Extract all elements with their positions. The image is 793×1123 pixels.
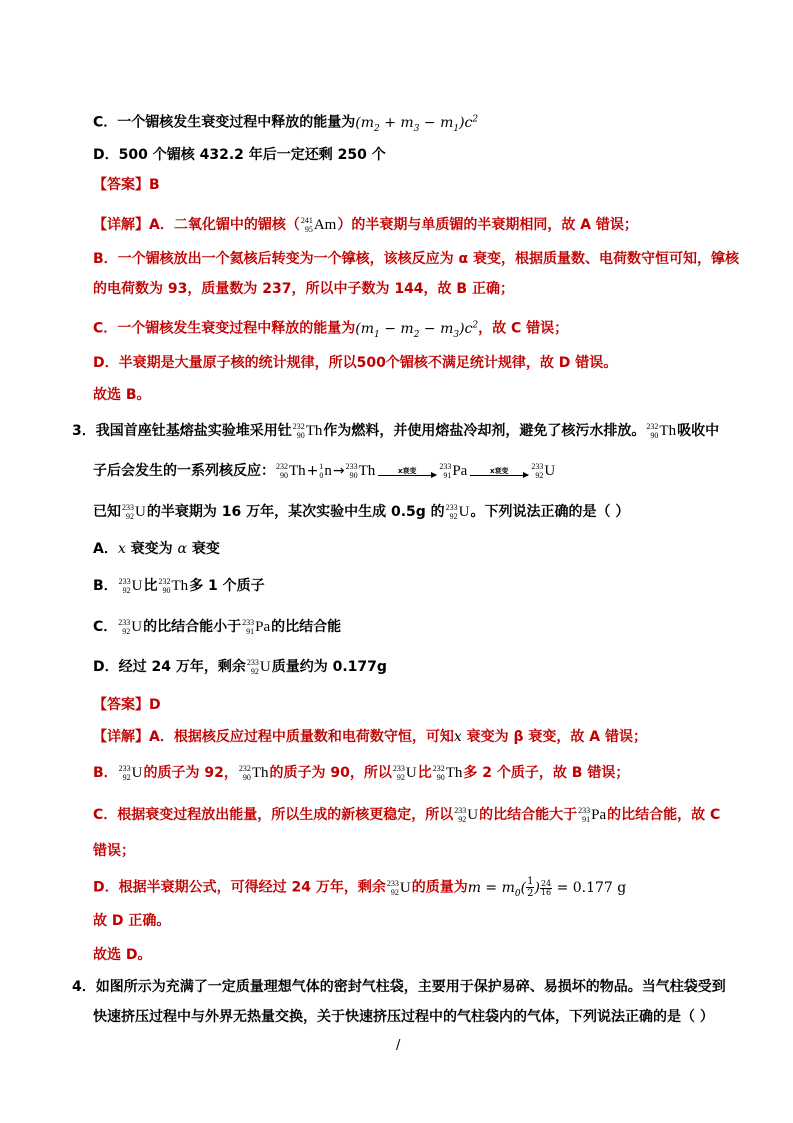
th232-nuclide: 232 90 Th [646, 422, 677, 440]
explanation-3-b: B． 233 92 U 的质子为 92， 232 90 Th 的质子为 90，所以 233 92 U 比 232 90 Th 多 2 个质子，故 B 错误； [93, 764, 630, 782]
u233-nuclide: 233 92 U [454, 806, 479, 824]
question-3-option-b: B． 233 92 U 比 232 90 Th 多 1 个质子 [93, 577, 265, 595]
question-3-option-d: D．经过 24 万年，剩余 233 92 U 质量约为 0.177g [93, 658, 387, 676]
explanation-2-b-line1: B．一个镅核放出一个氦核后转变为一个镎核，该核反应为 α 衰变，根据质量数、电荷数守恒可知，镎核 [93, 251, 740, 267]
question-3-reaction: 子后会发生的一系列核反应： 232 90 Th + 1 0 n → 233 90 Th x衰变 233 91 Pa x衰变 233 92 U [93, 462, 556, 480]
question-3-option-c: C． 233 92 U 的比结合能小于 233 91 Pa 的比结合能 [93, 618, 342, 636]
selected-answer-2: 故选 B。 [93, 387, 151, 403]
pa233-nuclide: 233 91 Pa [578, 806, 607, 824]
th233-nuclide: 233 90 Th [345, 462, 376, 480]
u233-nuclide: 233 92 U [246, 658, 271, 676]
u233-nuclide: 233 92 U [118, 618, 143, 636]
th232-nuclide: 232 90 Th [432, 764, 463, 782]
explanation-2-c: C．一个镅核发生衰变过程中释放的能量为$(m_1 - m_2 - m_3)c^2$，故 C 错误； [93, 320, 569, 340]
u233-nuclide: 233 92 U [445, 503, 470, 521]
explanation-2-a: 【详解】A．二氧化镅中的镅核（ 241 95 Am ）的半衰期与单质镅的半衰期相同，故 A 错误； [93, 216, 638, 234]
explanation-3-d-line2: 故 D 正确。 [93, 913, 171, 929]
th232-nuclide: 232 90 Th [292, 422, 323, 440]
u233-nuclide: 233 92 U [392, 764, 417, 782]
question-3-option-a: A．x 衰变为 α 衰变 [93, 541, 220, 557]
question-3-line1: 3．我国首座钍基熔盐实验堆采用钍 232 90 Th 作为燃料，并使用熔盐冷却剂，避免了核污水排放。 232 90 Th 吸收中 [72, 422, 720, 440]
u233-nuclide: 233 92 U [118, 577, 143, 595]
selected-answer-3: 故选 D。 [93, 947, 152, 963]
energy-formula-1: $(m_2 + m_3 - m_1)c^2$ [355, 114, 479, 134]
decay-arrow-1: x衰变 [378, 467, 436, 476]
explanation-3-d: D．根据半衰期公式，可得经过 24 万年，剩余 233 92 U 的质量为$m = m_0$( $\frac{1}{2}$ ) $\frac{24}{16}$ = 0.177 g [93, 876, 627, 899]
u233-nuclide: 233 92 U [386, 878, 411, 897]
explanation-3-c: C．根据衰变过程放出能量，所以生成的新核更稳定，所以 233 92 U 的比结合能大于 233 91 Pa 的比结合能，故 C [93, 806, 721, 824]
question-4-line1: 4．如图所示为充满了一定质量理想气体的密封气柱袋，主要用于保护易碎、易损坏的物品。当气柱袋受到 [72, 979, 726, 995]
am-nuclide: 241 95 Am [300, 216, 337, 234]
question-2-option-c [93, 108, 478, 139]
question-2-option-d: D．500 个镅核 432.2 年后一定还剩 250 个 [93, 147, 386, 163]
explanation-2-b-line2: 的电荷数为 93，质量数为 237，所以中子数为 144，故 B 正确； [93, 281, 514, 297]
decay-arrow-2: x衰变 [470, 467, 528, 476]
u233-nuclide: 233 92 U [531, 462, 556, 480]
arrow-plain: → [332, 463, 345, 479]
th232-nuclide: 232 90 Th [276, 462, 306, 480]
pa233-nuclide: 233 91 Pa [242, 618, 271, 636]
question-3-line3: 已知 233 92 U 的半衰期为 16 万年，某次实验中生成 0.5g 的 233 92 U 。下列说法正确的是（ ） [93, 503, 630, 521]
page-footer: / [396, 1038, 401, 1053]
th232-nuclide: 232 90 Th [158, 577, 189, 595]
answer-3: 【答案】D [93, 697, 161, 713]
th232-nuclide: 232 90 Th [238, 764, 269, 782]
explanation-3-a: 【详解】A．根据核反应过程中质量数和电荷数守恒，可知x 衰变为 β 衰变，故 A 错误； [93, 729, 647, 745]
pa233-nuclide: 233 91 Pa [439, 462, 468, 480]
neutron: 1 0 n [319, 462, 332, 480]
option-c-text: C．一个镅核发生衰变过程中释放的能量为 [93, 114, 356, 131]
answer-2: 【答案】B [93, 177, 160, 193]
u233-nuclide: 233 92 U [118, 764, 143, 782]
explanation-3-c-line2: 错误； [93, 843, 135, 859]
u233-nuclide: 233 92 U [122, 503, 146, 521]
energy-formula-2: $(m_1 - m_2 - m_3)c^2$ [355, 320, 479, 340]
halflife-formula: $m = m_0$( $\frac{1}{2}$ ) $\frac{24}{16}$ = 0.177 g [467, 876, 627, 899]
explanation-2-d: D．半衰期是大量原子核的统计规律，所以500个镅核不满足统计规律，故 D 错误。 [93, 355, 618, 371]
question-4-line2: 快速挤压过程中与外界无热量交换，关于快速挤压过程中的气柱袋内的气体，下列说法正确的是（ ） [93, 1009, 714, 1025]
